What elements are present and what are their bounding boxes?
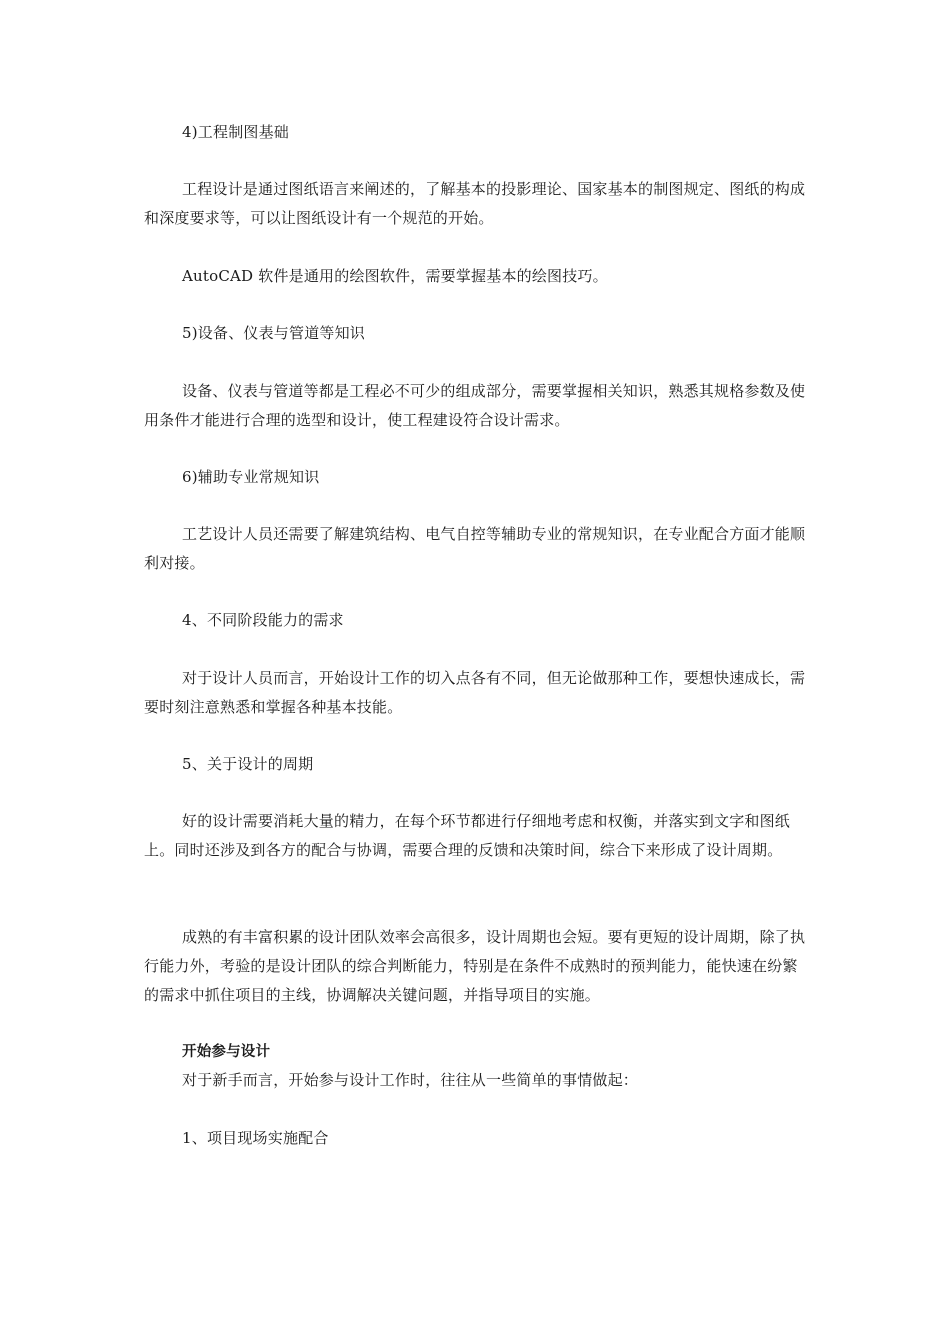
paragraph-design-cycle-1: 好的设计需要消耗大量的精力，在每个环节都进行仔细地考虑和权衡，并落实到文字和图纸上。同时还涉及到各方的配合与协调，需要合理的反馈和决策时间，综合下来形成了设计周期。 (144, 812, 791, 859)
paragraph-equipment-knowledge: 设备、仪表与管道等都是工程必不可少的组成部分，需要掌握相关知识，熟悉其规格参数及使用条件才能进行合理的选型和设计，使工程建设符合设计需求。 (144, 382, 806, 429)
section-title-start-design: 开始参与设计 (182, 1044, 271, 1060)
paragraph-auxiliary-knowledge: 工艺设计人员还需要了解建筑结构、电气自控等辅助专业的常规知识，在专业配合方面才能顺利对接。 (144, 525, 806, 572)
heading-drawing-basics: 4)工程制图基础 (182, 123, 289, 141)
heading-stage-abilities: 4、不同阶段能力的需求 (182, 611, 344, 629)
paragraph-stage-abilities: 对于设计人员而言，开始设计工作的切入点各有不同，但无论做那种工作，要想快速成长，需要时刻注意熟悉和掌握各种基本技能。 (144, 669, 806, 716)
paragraph-drawing-basics: 工程设计是通过图纸语言来阐述的，了解基本的投影理论、国家基本的制图规定、图纸的构成和深度要求等，可以让图纸设计有一个规范的开始。 (144, 180, 806, 227)
heading-design-cycle: 5、关于设计的周期 (182, 755, 314, 773)
paragraph-start-design: 对于新手而言，开始参与设计工作时，往往从一些简单的事情做起： (182, 1071, 639, 1089)
heading-auxiliary-knowledge: 6)辅助专业常规知识 (182, 468, 320, 486)
heading-equipment-knowledge: 5)设备、仪表与管道等知识 (182, 324, 365, 342)
paragraph-autocad: AutoCAD 软件是通用的绘图软件，需要掌握基本的绘图技巧。 (182, 267, 608, 285)
heading-site-cooperation: 1、项目现场实施配合 (182, 1129, 329, 1147)
paragraph-design-cycle-2: 成熟的有丰富积累的设计团队效率会高很多，设计周期也会短。要有更短的设计周期，除了执行能力外，考验的是设计团队的综合判断能力，特别是在条件不成熟时的预判能力，能快速在纷繁的需求中抓住项目的主线，协调解决关键问题，并指导项目的实施。 (144, 928, 806, 1004)
